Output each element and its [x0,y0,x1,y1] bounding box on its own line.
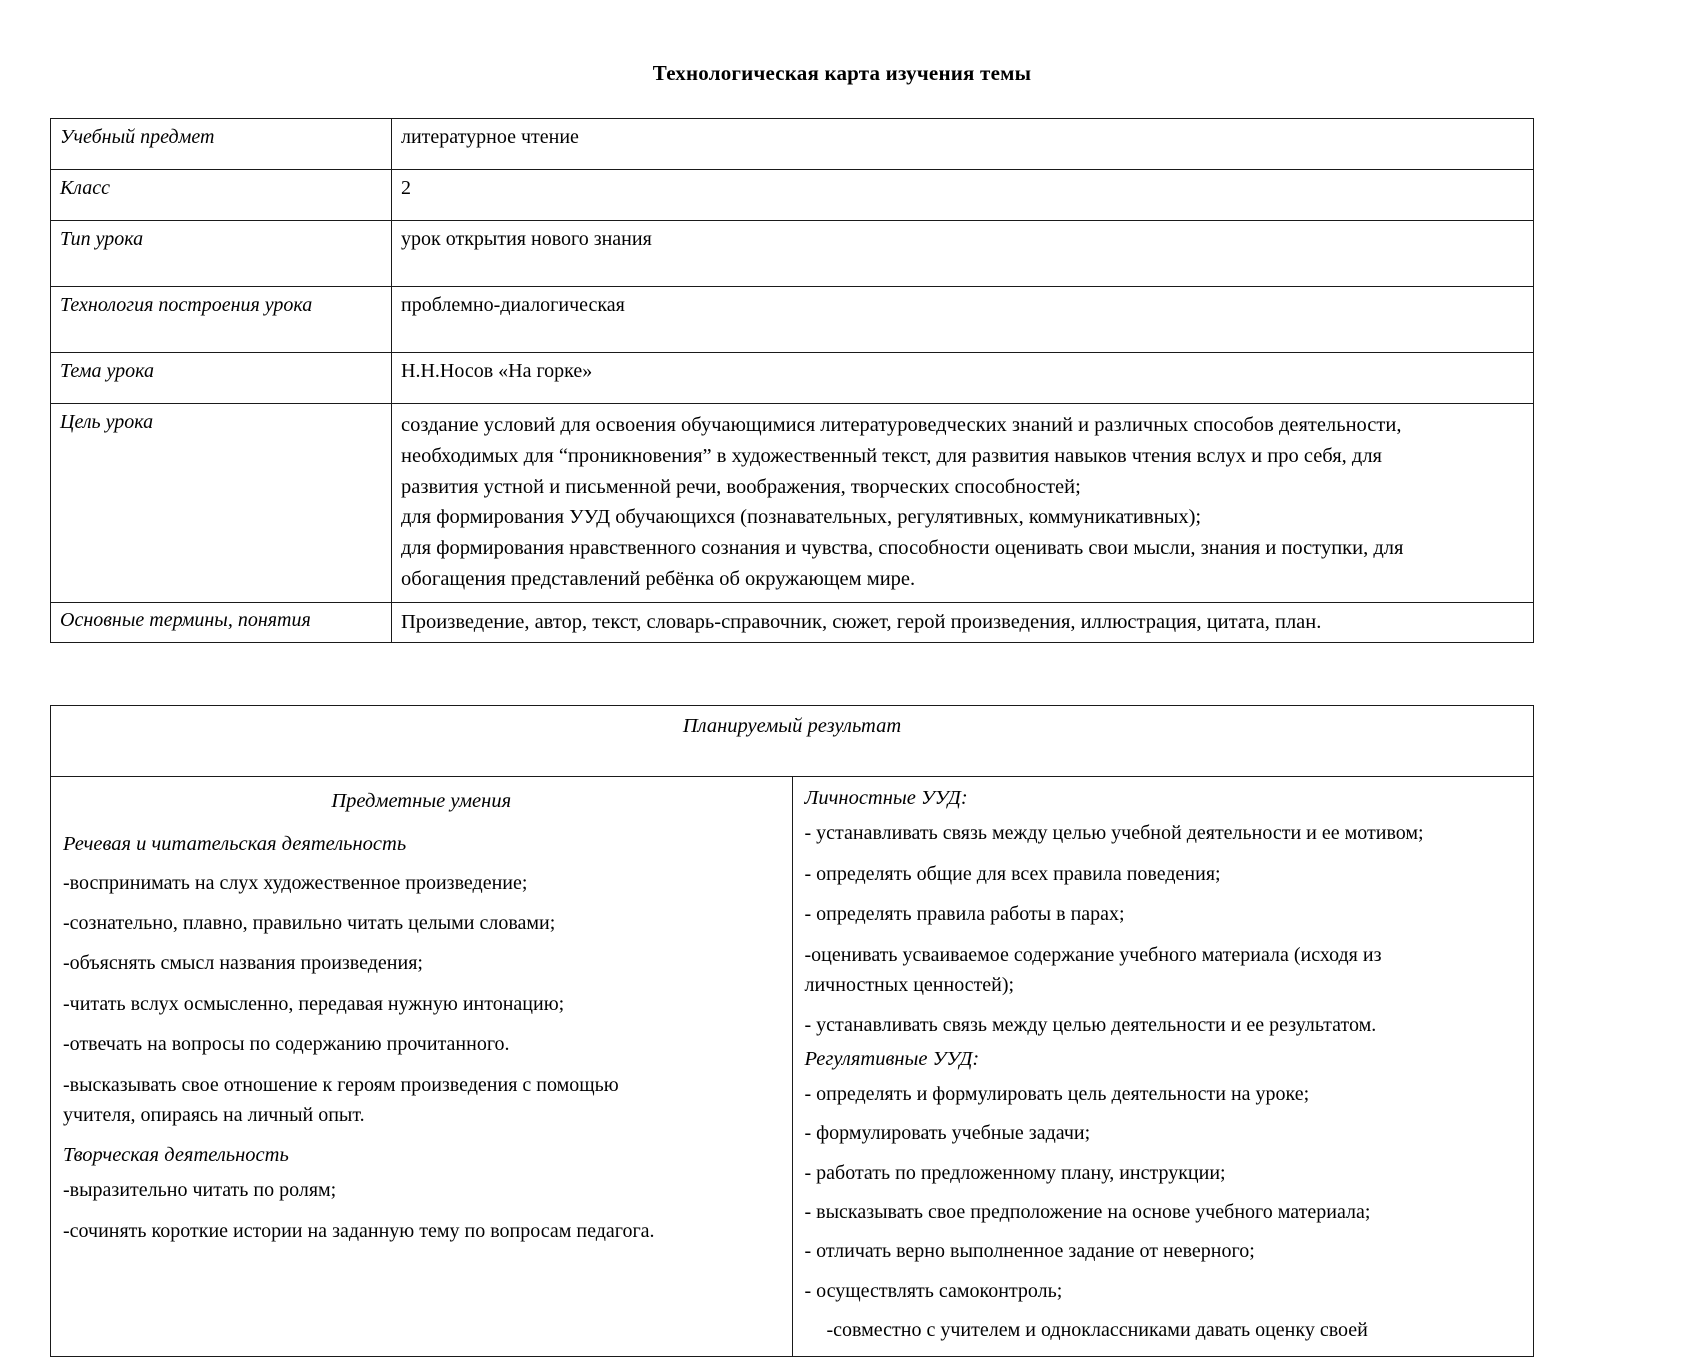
row-value-technology: проблемно-диалогическая [392,287,1534,353]
list-item: - определять и формулировать цель деятельности на уроке; [804,1082,1310,1105]
table-row [51,602,1534,643]
row-value-lesson-type: урок открытия нового знания [392,221,1534,287]
table-row [51,287,1534,353]
list-item: -выразительно читать по ролям; [63,1179,337,1202]
subhead-regulative-uud: Регулятивные УУД: [804,1047,980,1070]
list-item-continuation: личностных ценностей); [804,973,1015,996]
row-value-goal [392,404,1534,603]
list-item: - отличать верно выполненное задание от неверного; [804,1240,1255,1263]
table-row [51,353,1534,404]
table-row [51,777,1534,1356]
goal-line: для формирования УУД обучающихся (познавательных, регулятивных, коммуникативных); [401,506,1202,529]
list-item: -сочинять короткие истории на заданную тему по вопросам педагога. [63,1219,655,1242]
row-value-subject: литературное чтение [392,119,1534,170]
row-label-terms: Основные термины, понятия [51,602,392,643]
lesson-info-table [50,118,1534,643]
goal-line: для формирования нравственного сознания и чувства, способности оценивать свои мысли, знания и поступки, для [401,537,1404,560]
row-value-class: 2 [392,170,1534,221]
list-item: -читать вслух осмысленно, передавая нужную интонацию; [63,992,565,1015]
document-page [0,61,1684,1342]
goal-line: создание условий для освоения обучающимися литературоведческих знаний и различных способов деятельности, [401,414,1402,437]
row-label-topic: Тема урока [51,353,392,404]
table-row [51,119,1534,170]
row-label-goal: Цель урока [51,404,392,603]
list-item: -воспринимать на слух художественное произведение; [63,871,528,894]
list-item: - формулировать учебные задачи; [804,1122,1091,1145]
list-item: - определять правила работы в парах; [804,903,1125,926]
planned-result-table [50,705,1534,1356]
table-row [51,170,1534,221]
planned-result-header: Планируемый результат [51,706,1534,777]
row-value-terms: Произведение, автор, текст, словарь-справочник, сюжет, герой произведения, иллюстрация, цитата, план. [392,602,1534,643]
column-title-subject-skills: Предметные умения [331,790,512,813]
list-item: - определять общие для всех правила поведения; [804,862,1221,885]
list-item: -оценивать усваиваемое содержание учебного материала (исходя из [804,943,1382,966]
subhead-creative-activity: Творческая деятельность [63,1144,289,1167]
list-item: -совместно с учителем и одноклассниками давать оценку своей [826,1319,1368,1342]
list-item: - устанавливать связь между целью деятельности и ее результатом. [804,1014,1377,1037]
list-item: -высказывать свое отношение к героям произведения с помощью [63,1073,619,1096]
goal-line: обогащения представлений ребёнка об окружающем мире. [401,567,916,590]
list-item-continuation: учителя, опираясь на личный опыт. [63,1103,365,1126]
goal-line: необходимых для “проникновения” в художественный текст, для развития навыков чтения вслух и про себя, для [401,444,1382,467]
subhead-speech-reading: Речевая и читательская деятельность [63,833,407,856]
subhead-personal-uud: Личностные УУД: [804,787,968,810]
list-item: -отвечать на вопросы по содержанию прочитанного. [63,1033,510,1056]
page-title: Технологическая карта изучения темы [652,61,1032,85]
table-row [51,706,1534,777]
table-row [51,404,1534,603]
row-label-class: Класс [51,170,392,221]
list-item: - осуществлять самоконтроль; [804,1279,1063,1302]
row-label-lesson-type: Тип урока [51,221,392,287]
uud-column [792,777,1534,1356]
row-label-technology: Технология построения урока [51,287,392,353]
list-item: - устанавливать связь между целью учебной деятельности и ее мотивом; [804,822,1424,845]
list-item: -сознательно, плавно, правильно читать целыми словами; [63,911,556,934]
list-item: - работать по предложенному плану, инструкции; [804,1161,1226,1184]
list-item: - высказывать свое предположение на основе учебного материала; [804,1201,1371,1224]
table-row [51,221,1534,287]
row-value-topic: Н.Н.Носов «На горке» [392,353,1534,404]
row-label-subject: Учебный предмет [51,119,392,170]
list-item: -объяснять смысл названия произведения; [63,952,423,975]
subject-skills-column [51,777,793,1356]
goal-line: развития устной и письменной речи, воображения, творческих способностей; [401,475,1081,498]
